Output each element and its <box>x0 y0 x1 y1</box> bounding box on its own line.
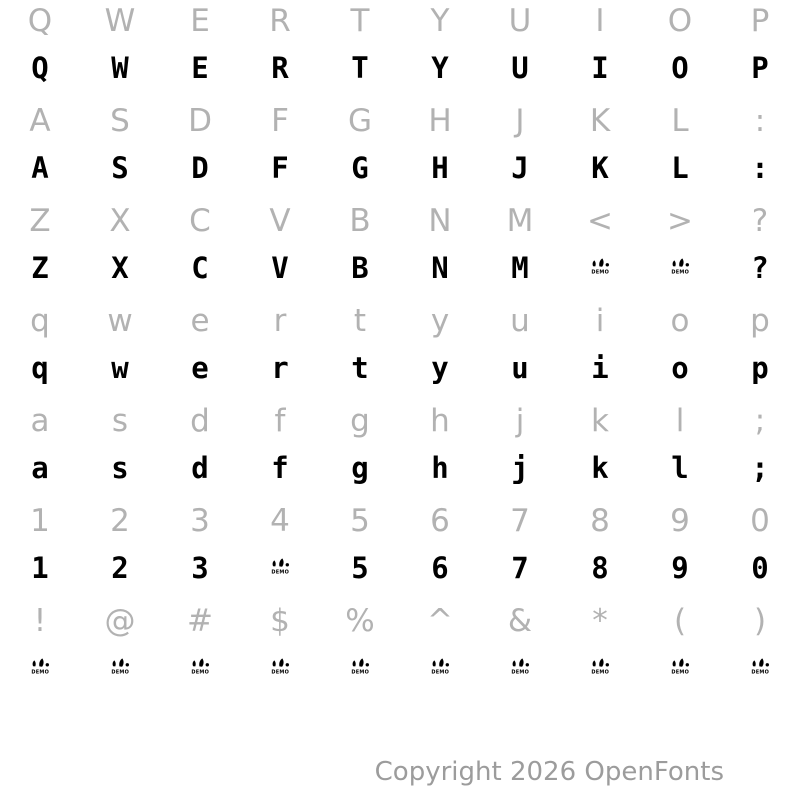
glyph-cell: & <box>507 603 533 639</box>
glyph-cell: l <box>671 451 689 485</box>
glyph-row-reference <box>0 498 800 544</box>
demo-glyph <box>266 558 294 578</box>
glyph-cell: I <box>595 3 605 39</box>
glyph-cell: i <box>591 351 609 385</box>
demo-glyph <box>586 658 614 678</box>
demo-glyph-label: DEMO <box>591 669 609 675</box>
glyph-cell: 4 <box>270 503 290 539</box>
glyph-cell: q <box>31 351 49 385</box>
demo-glyph-label: DEMO <box>191 669 209 675</box>
glyph-cell: < <box>587 203 613 239</box>
glyph-cell-demo-placeholder <box>640 645 720 691</box>
glyph-row-demo-font <box>0 645 800 691</box>
glyph-cell: % <box>345 603 375 639</box>
glyph-cell: F <box>271 103 289 139</box>
splash-drops-icon <box>671 258 690 269</box>
glyph-row-reference <box>0 198 800 244</box>
glyph-cell: q <box>30 303 50 339</box>
glyph-cell: M <box>506 203 534 239</box>
glyph-cell: H <box>428 103 452 139</box>
splash-drops-icon <box>431 658 450 669</box>
glyph-cell-demo-placeholder <box>560 645 640 691</box>
glyph-cell: y <box>431 351 449 385</box>
glyph-cell: 9 <box>671 551 689 585</box>
glyph-row-demo-font <box>0 245 800 291</box>
glyph-cell: 6 <box>430 503 450 539</box>
glyph-cell: d <box>191 451 209 485</box>
glyph-cell: $ <box>270 603 290 639</box>
copyright-text: Copyright 2026 OpenFonts <box>374 757 724 787</box>
glyph-cell: L <box>671 151 689 185</box>
glyph-cell: R <box>271 51 289 85</box>
glyph-cell: ^ <box>427 603 453 639</box>
glyph-cell: l <box>675 403 685 439</box>
glyph-cell: j <box>511 451 529 485</box>
glyph-cell: h <box>431 451 449 485</box>
glyph-cell: k <box>591 403 609 439</box>
glyph-cell: t <box>353 303 367 339</box>
glyph-cell: I <box>591 51 609 85</box>
glyph-row-reference <box>0 98 800 144</box>
glyph-cell: V <box>271 251 289 285</box>
glyph-cell: ? <box>751 251 769 285</box>
glyph-cell: 3 <box>190 503 210 539</box>
glyph-cell: h <box>430 403 450 439</box>
splash-drops-icon <box>111 658 130 669</box>
glyph-cell: M <box>511 251 529 285</box>
glyph-cell: r <box>271 351 289 385</box>
glyph-cell: ( <box>673 603 687 639</box>
glyph-cell: D <box>188 103 212 139</box>
glyph-cell: 5 <box>351 551 369 585</box>
glyph-cell: G <box>347 103 373 139</box>
glyph-cell: u <box>510 303 530 339</box>
demo-glyph-label: DEMO <box>271 569 289 575</box>
demo-glyph <box>346 658 374 678</box>
glyph-cell-demo-placeholder <box>560 245 640 291</box>
glyph-cell: a <box>31 451 49 485</box>
glyph-cell: K <box>589 103 611 139</box>
glyph-cell: d <box>190 403 210 439</box>
glyph-cell: u <box>511 351 529 385</box>
demo-glyph-label: DEMO <box>591 269 609 275</box>
glyph-cell-demo-placeholder <box>240 645 320 691</box>
splash-drops-icon <box>351 658 370 669</box>
glyph-cell: 1 <box>30 503 50 539</box>
demo-glyph <box>506 658 534 678</box>
glyph-cell: f <box>271 451 289 485</box>
glyph-cell: 9 <box>670 503 690 539</box>
demo-glyph-label: DEMO <box>31 669 49 675</box>
demo-glyph-label: DEMO <box>671 269 689 275</box>
glyph-cell: ? <box>751 203 769 239</box>
glyph-cell: Y <box>430 3 450 39</box>
glyph-cell: J <box>511 151 529 185</box>
splash-drops-icon <box>751 658 770 669</box>
glyph-cell: 0 <box>751 551 769 585</box>
glyph-cell: ! <box>33 603 47 639</box>
glyph-cell-demo-placeholder <box>80 645 160 691</box>
glyph-cell: 7 <box>510 503 530 539</box>
glyph-cell: B <box>351 251 369 285</box>
demo-glyph-label: DEMO <box>431 669 449 675</box>
glyph-cell: > <box>667 203 693 239</box>
glyph-cell: e <box>190 303 210 339</box>
splash-drops-icon <box>271 558 290 569</box>
glyph-cell: : <box>754 103 766 139</box>
glyph-cell: O <box>671 51 689 85</box>
glyph-cell: R <box>269 3 291 39</box>
glyph-cell: Q <box>31 51 49 85</box>
glyph-cell: C <box>191 251 209 285</box>
glyph-row-reference <box>0 298 800 344</box>
glyph-cell: 3 <box>191 551 209 585</box>
splash-drops-icon <box>671 658 690 669</box>
glyph-cell: 6 <box>431 551 449 585</box>
demo-glyph-label: DEMO <box>671 669 689 675</box>
glyph-cell: P <box>751 51 769 85</box>
glyph-cell: s <box>111 403 129 439</box>
demo-glyph-label: DEMO <box>751 669 769 675</box>
glyph-cell: Z <box>31 251 49 285</box>
glyph-cell: U <box>508 3 532 39</box>
glyph-cell: 8 <box>591 551 609 585</box>
glyph-cell: S <box>110 103 130 139</box>
glyph-cell: S <box>111 151 129 185</box>
glyph-cell: ) <box>753 603 767 639</box>
glyph-row-demo-font <box>0 145 800 191</box>
glyph-cell: T <box>350 3 370 39</box>
glyph-cell: A <box>31 151 49 185</box>
demo-glyph-label: DEMO <box>511 669 529 675</box>
glyph-cell: Z <box>29 203 51 239</box>
glyph-cell: E <box>191 51 209 85</box>
demo-glyph <box>266 658 294 678</box>
glyph-cell: a <box>30 403 50 439</box>
glyph-row-reference <box>0 598 800 644</box>
glyph-cell: J <box>515 103 525 139</box>
glyph-cell: P <box>750 3 770 39</box>
glyph-cell: E <box>190 3 210 39</box>
glyph-cell: L <box>671 103 689 139</box>
glyph-cell-demo-placeholder <box>320 645 400 691</box>
glyph-cell: k <box>591 451 609 485</box>
glyph-cell: 2 <box>111 551 129 585</box>
glyph-cell-demo-placeholder <box>240 545 320 591</box>
glyph-row-reference <box>0 0 800 44</box>
glyph-cell: N <box>428 203 452 239</box>
glyph-cell: g <box>350 403 370 439</box>
glyph-cell: F <box>271 151 289 185</box>
glyph-cell: A <box>29 103 51 139</box>
demo-glyph <box>666 658 694 678</box>
glyph-cell: o <box>670 303 690 339</box>
glyph-cell: p <box>751 351 769 385</box>
glyph-cell: X <box>109 203 131 239</box>
demo-glyph <box>106 658 134 678</box>
glyph-cell: 8 <box>590 503 610 539</box>
glyph-cell: 1 <box>31 551 49 585</box>
glyph-cell: @ <box>104 603 136 639</box>
glyph-cell: i <box>595 303 605 339</box>
glyph-cell: ; <box>754 403 766 439</box>
demo-glyph <box>746 658 774 678</box>
glyph-cell: * <box>592 603 608 639</box>
glyph-cell-demo-placeholder <box>0 645 80 691</box>
glyph-cell: W <box>111 51 129 85</box>
glyph-cell: t <box>351 351 369 385</box>
demo-glyph <box>666 258 694 278</box>
glyph-cell-demo-placeholder <box>480 645 560 691</box>
glyph-cell-demo-placeholder <box>160 645 240 691</box>
glyph-cell: X <box>111 251 129 285</box>
demo-glyph <box>426 658 454 678</box>
glyph-cell: N <box>431 251 449 285</box>
glyph-cell: W <box>104 3 136 39</box>
glyph-cell: D <box>191 151 209 185</box>
splash-drops-icon <box>591 258 610 269</box>
demo-glyph <box>26 658 54 678</box>
glyph-cell: V <box>269 203 291 239</box>
glyph-cell: G <box>351 151 369 185</box>
demo-glyph-label: DEMO <box>111 669 129 675</box>
glyph-row-reference <box>0 398 800 444</box>
glyph-cell-demo-placeholder <box>400 645 480 691</box>
glyph-cell: 2 <box>110 503 130 539</box>
glyph-row-demo-font <box>0 45 800 91</box>
glyph-cell: o <box>671 351 689 385</box>
demo-glyph-label: DEMO <box>351 669 369 675</box>
demo-glyph <box>186 658 214 678</box>
splash-drops-icon <box>191 658 210 669</box>
glyph-cell: y <box>430 303 450 339</box>
glyph-cell-demo-placeholder <box>640 245 720 291</box>
glyph-cell: U <box>511 51 529 85</box>
glyph-cell: w <box>111 351 129 385</box>
glyph-cell: w <box>107 303 133 339</box>
glyph-cell: C <box>189 203 211 239</box>
glyph-cell: j <box>515 403 525 439</box>
glyph-cell: O <box>667 3 693 39</box>
splash-drops-icon <box>511 658 530 669</box>
glyph-row-demo-font <box>0 445 800 491</box>
glyph-cell: e <box>191 351 209 385</box>
glyph-row-demo-font <box>0 545 800 591</box>
glyph-cell: T <box>351 51 369 85</box>
glyph-row-demo-font <box>0 345 800 391</box>
glyph-cell: 5 <box>350 503 370 539</box>
glyph-cell: Q <box>27 3 53 39</box>
glyph-cell: 0 <box>750 503 770 539</box>
glyph-cell: # <box>187 603 213 639</box>
glyph-cell: g <box>351 451 369 485</box>
glyph-cell: : <box>751 151 769 185</box>
glyph-cell: 7 <box>511 551 529 585</box>
glyph-cell: B <box>349 203 371 239</box>
glyph-cell: f <box>274 403 286 439</box>
splash-drops-icon <box>591 658 610 669</box>
glyph-cell: K <box>591 151 609 185</box>
glyph-cell: Y <box>431 51 449 85</box>
splash-drops-icon <box>271 658 290 669</box>
glyph-cell: s <box>111 451 129 485</box>
glyph-cell: ; <box>751 451 769 485</box>
glyph-cell-demo-placeholder <box>720 645 800 691</box>
glyph-cell: r <box>273 303 287 339</box>
demo-glyph <box>586 258 614 278</box>
splash-drops-icon <box>31 658 50 669</box>
demo-glyph-label: DEMO <box>271 669 289 675</box>
glyph-cell: H <box>431 151 449 185</box>
glyph-cell: p <box>750 303 770 339</box>
